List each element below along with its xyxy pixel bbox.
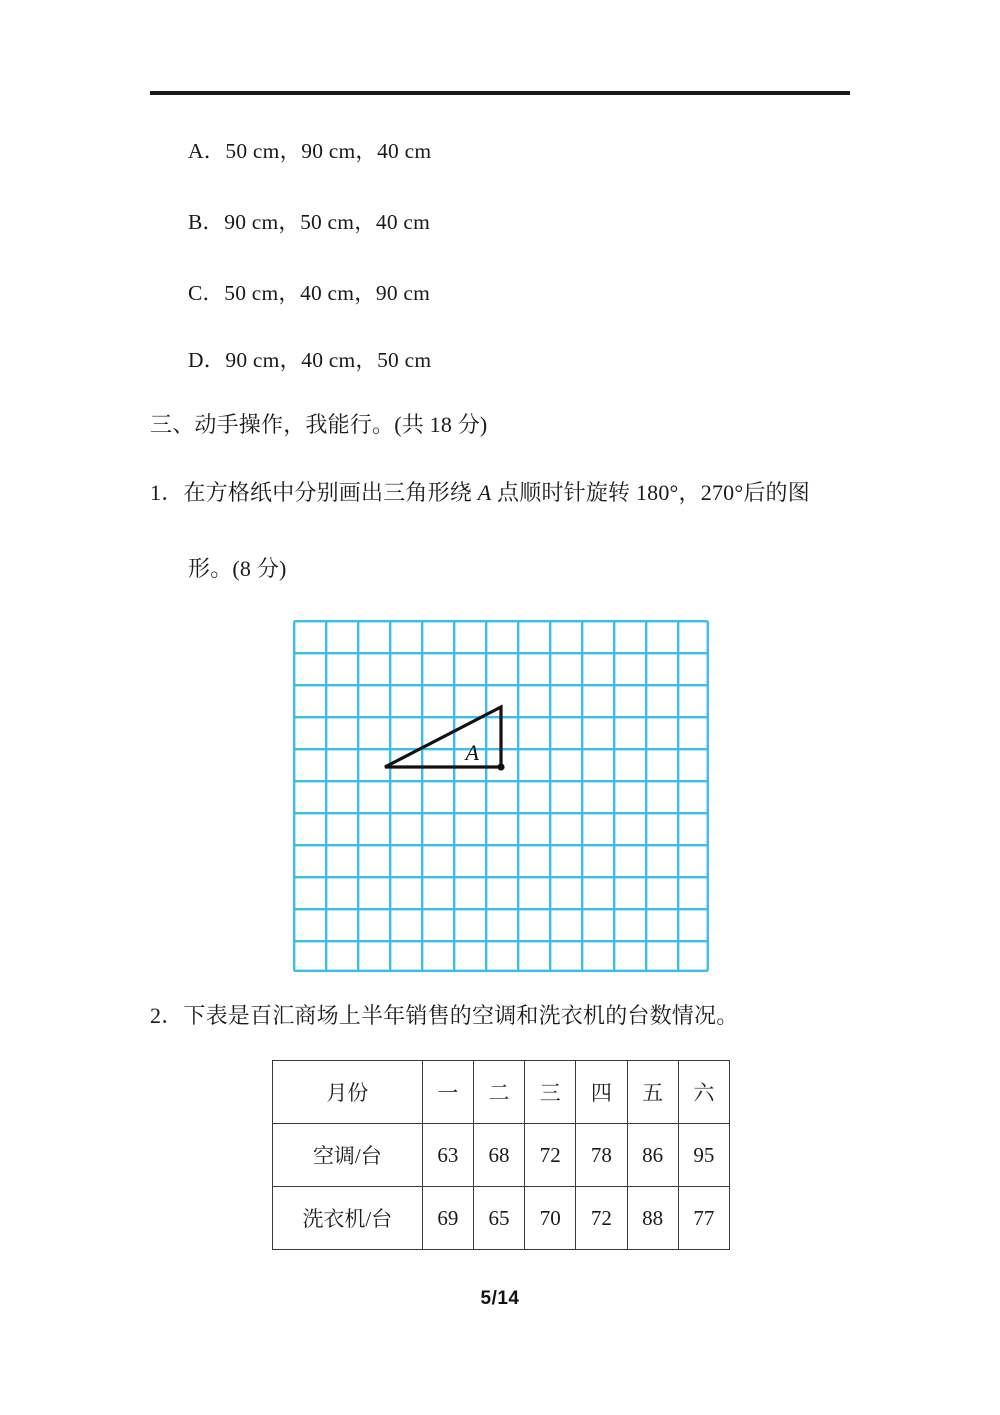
table-cell-washer-2: 65 [473,1187,524,1250]
table-cell-aircon-2: 68 [473,1124,524,1187]
grid-lines [294,621,708,971]
table-cell-aircon-5: 86 [627,1124,678,1187]
question2-prompt: 2．下表是百汇商场上半年销售的空调和洗衣机的台数情况。 [150,1003,739,1028]
choice-option-d: D．90 cm，40 cm，50 cm [188,348,432,372]
table-cell-aircon-1: 63 [422,1124,473,1187]
question1-suffix: 点顺时针旋转 180°，270°后的图 [491,480,810,505]
point-a-label: A [465,740,479,765]
sales-data-table [272,1060,730,1250]
question1-line1 [150,480,810,506]
table-header-month-6: 六 [678,1061,729,1124]
table-header-month-2: 二 [473,1061,524,1124]
table-header-month-4: 四 [576,1061,627,1124]
question1-variable: A [477,480,492,505]
choice-option-c: C．50 cm，40 cm，90 cm [188,281,431,305]
table-cell-aircon-4: 78 [576,1124,627,1187]
choice-option-b: B．90 cm，50 cm，40 cm [188,210,431,234]
page-number-footer: 5/14 [480,1288,520,1309]
table-header-month-5: 五 [627,1061,678,1124]
table-row-washer [273,1187,730,1250]
choice-option-a: A．50 cm，90 cm，40 cm [188,139,432,163]
table-header-month-3: 三 [525,1061,576,1124]
section-heading: 三、动手操作，我能行。(共 18 分) [150,412,488,437]
table-row-aircon [273,1124,730,1187]
table-row-header [273,1061,730,1124]
table-cell-washer-3: 70 [525,1187,576,1250]
question1-prefix: 1．在方格纸中分别画出三角形绕 [150,480,478,505]
grid-paper-figure [293,620,709,972]
table-cell-aircon-6: 95 [678,1124,729,1187]
header-rule [150,91,850,95]
table-header-month-1: 一 [422,1061,473,1124]
table-cell-aircon-3: 72 [525,1124,576,1187]
table-row-washer-label: 洗衣机/台 [273,1187,423,1250]
point-a-marker [497,763,504,770]
table-row-aircon-label: 空调/台 [273,1124,423,1187]
table-header-label: 月份 [273,1061,423,1124]
table-cell-washer-5: 88 [627,1187,678,1250]
table-cell-washer-6: 77 [678,1187,729,1250]
table-cell-washer-1: 69 [422,1187,473,1250]
table-cell-washer-4: 72 [576,1187,627,1250]
question1-line2: 形。(8 分) [188,556,287,581]
